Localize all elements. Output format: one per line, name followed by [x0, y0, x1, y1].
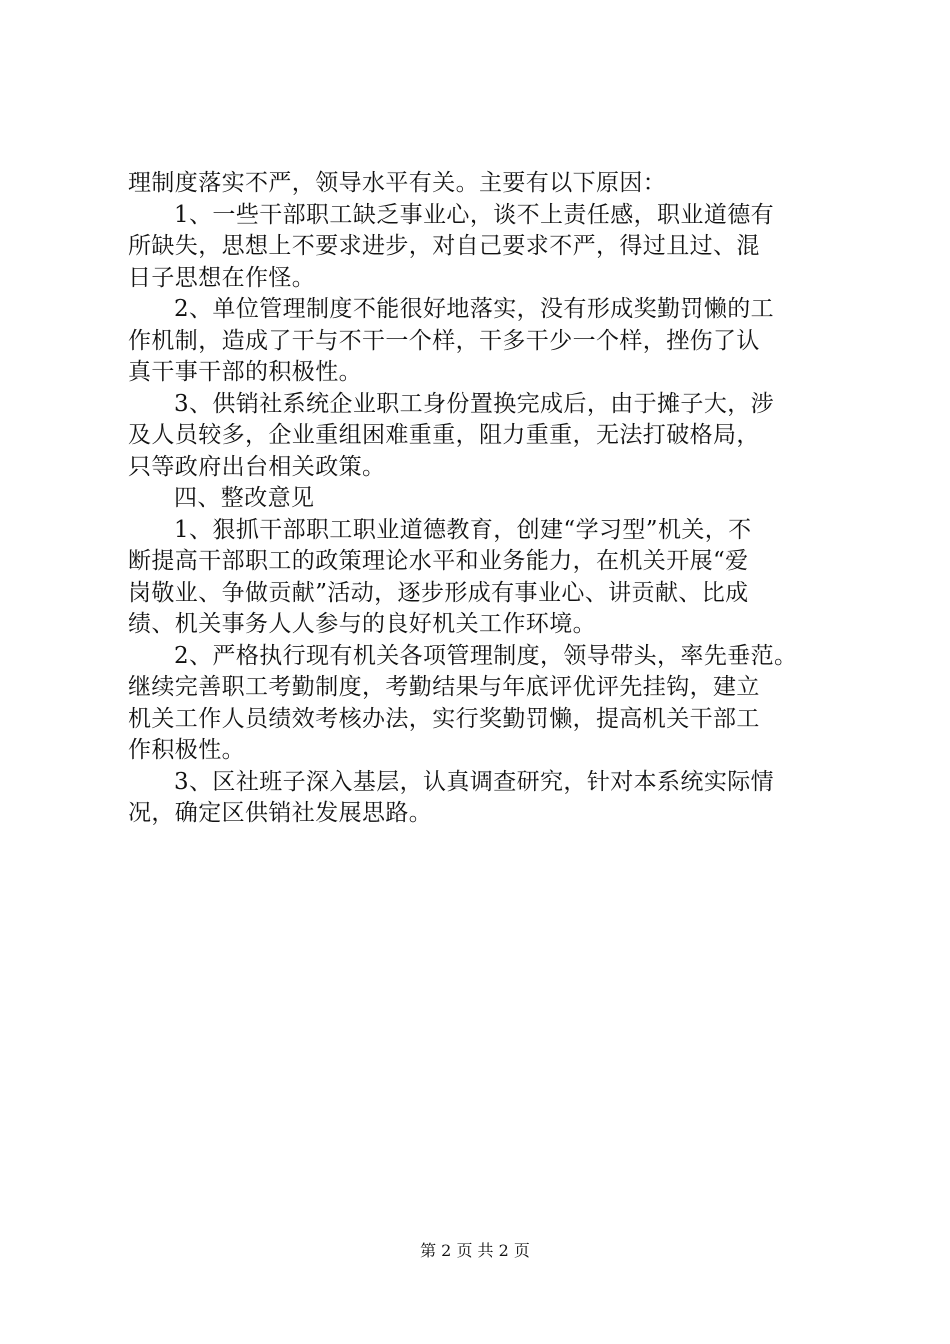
- text-line: 断提高干部职工的政策理论水平和业务能力，在机关开展“爱: [128, 548, 749, 574]
- text-line: 岗敬业、争做贡献”活动，逐步形成有事业心、讲贡献、比成: [128, 579, 749, 606]
- text-line: 真干事干部的积极性。: [128, 359, 362, 385]
- text-line: 1、一些干部职工缺乏事业心，谈不上责任感，职业道德有: [174, 201, 775, 228]
- text-line: 3、供销社系统企业职工身份置换完成后，由于摊子大，涉: [174, 390, 775, 417]
- text-line: 日子思想在作怪。: [128, 264, 316, 291]
- section-heading: 四、整改意见: [174, 485, 315, 511]
- text-line: 机关工作人员绩效考核办法，实行奖勤罚懒，提高机关干部工: [128, 705, 760, 732]
- text-line: 2、单位管理制度不能很好地落实，没有形成奖勤罚懒的工: [174, 296, 775, 322]
- page-number-footer: 第 2 页 共 2 页: [420, 1241, 530, 1260]
- text-line: 3、区社班子深入基层，认真调查研究，针对本系统实际情: [174, 768, 775, 795]
- text-line: 只等政府出台相关政策。: [128, 453, 386, 480]
- text-line: 作积极性。: [128, 737, 245, 763]
- text-line: 绩、机关事务人人参与的良好机关工作环境。: [128, 611, 596, 637]
- text-line: 2、严格执行现有机关各项管理制度，领导带头，率先垂范。: [174, 642, 798, 669]
- document-body: [128, 168, 836, 830]
- text-line: 及人员较多，企业重组困难重重，阻力重重，无法打破格局，: [128, 422, 760, 448]
- text-line: 作机制，造成了干与不干一个样，干多干少一个样，挫伤了认: [128, 327, 760, 354]
- text-line: 所缺失，思想上不要求进步，对自己要求不严，得过且过、混: [128, 233, 760, 259]
- text-line: 继续完善职工考勤制度，考勤结果与年底评优评先挂钩，建立: [128, 674, 760, 700]
- text-line: 1、狠抓干部职工职业道德教育，创建“学习型”机关，不: [174, 516, 752, 543]
- text-line: 理制度落实不严，领导水平有关。主要有以下原因：: [128, 170, 667, 196]
- text-line: 况，确定区供销社发展思路。: [128, 800, 433, 826]
